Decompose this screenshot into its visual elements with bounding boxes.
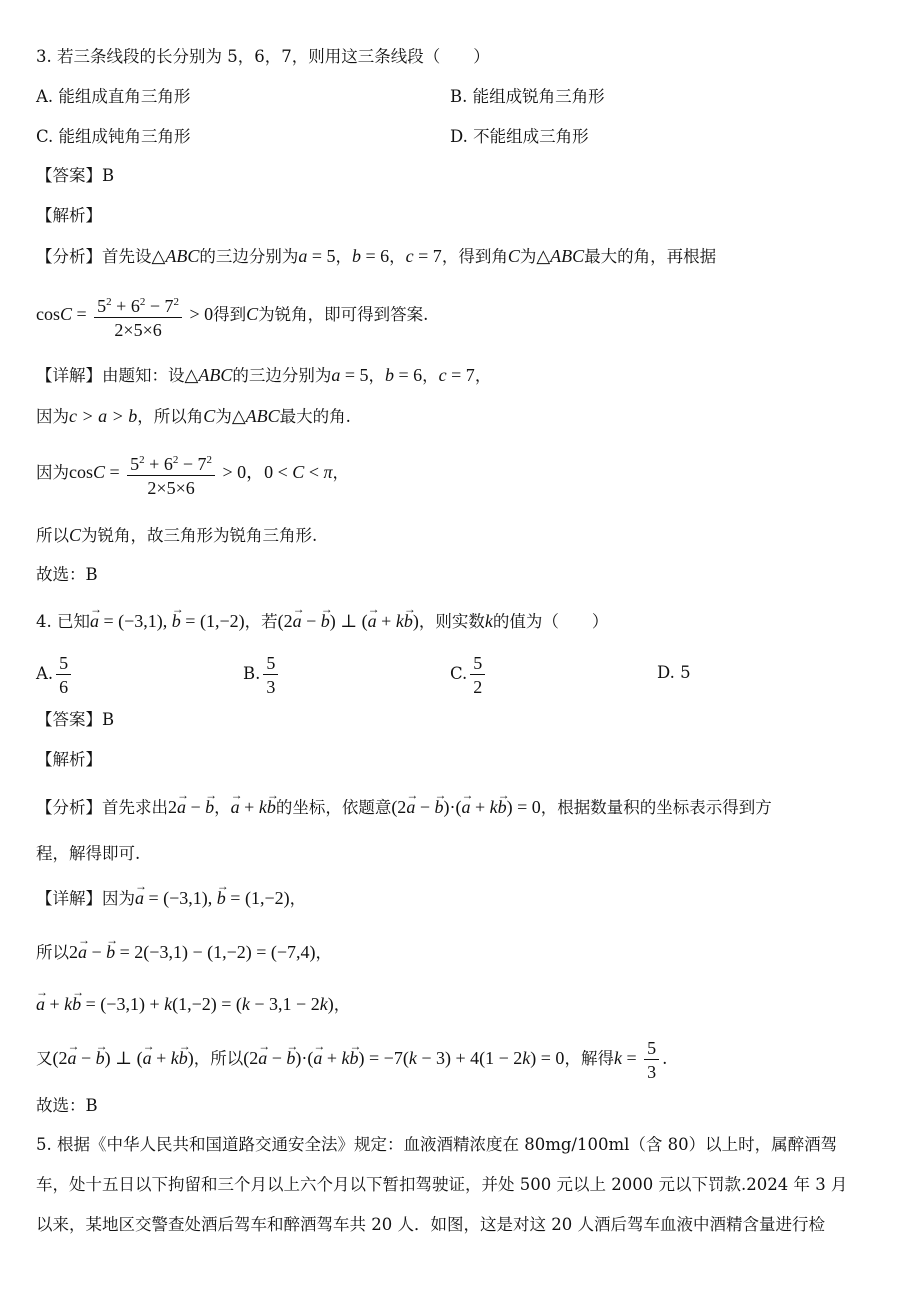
q3-text: 为 <box>215 407 232 426</box>
q4-option-label: C. <box>450 664 468 683</box>
q3-fenxi-text: 得到 <box>213 305 247 325</box>
q3-fenxi-label: 【分析】 <box>36 247 102 266</box>
q4-calc-line3: 又(2a → − b →) ⊥ (a → + kb →)，所以(2a → − b →)·(a → + kb →) = −7(k − 3) + 4(1 − 2k) = 0，解得k = $\frac{5}{3}$ . <box>36 1036 667 1082</box>
q4-option-a-num: 5 <box>56 653 71 675</box>
q4-option-c-den: 2 <box>473 676 483 697</box>
q4-option-label: B. <box>243 664 261 683</box>
q4-text: 的坐标，依题意 <box>275 798 392 817</box>
q3-fenxi-text: 为 <box>519 247 537 266</box>
vector-def-formula: a → = (−3,1), b → = (1,−2) <box>90 611 245 631</box>
q4-option-c-num: 5 <box>470 653 485 675</box>
cosine-formula: cosC = $\frac{5^2 + 6^2 - 7^2}{2\times 5\times 6}$ > 0 <box>36 304 213 324</box>
q3-fenxi-text: ，得到角 <box>441 247 508 266</box>
q4-text: ，根据数量积的坐标表示得到方 <box>540 798 772 817</box>
q4-option-d: D. 5 <box>657 663 691 682</box>
dot-product-formula: (2a → − b →)·(a → + kb →) = 0 <box>391 797 540 817</box>
q3-stem: 3. 若三条线段的长分别为 5，6，7，则用这三条线段（ ） <box>36 47 490 66</box>
k-solution-formula: k = $\frac{5}{3}$ <box>614 1048 662 1068</box>
side-values-formula: a <box>298 246 308 266</box>
q5-line2: 车，处十五日以下拘留和三个月以上六个月以下暂扣驾驶证，并处 500 元以上 2000 元以下罚款.2024 年 3 月 <box>36 1175 848 1194</box>
q4-text: 首先求出 <box>102 798 168 817</box>
q4-text: ，解得 <box>564 1049 614 1068</box>
q3-analysis-heading: 【解析】 <box>36 206 102 225</box>
q3-text: ，所以角 <box>137 407 204 426</box>
perpendicular-formula: (2a → − b →) ⊥ (a → + kb →) <box>278 611 419 631</box>
q3-xiangjie-line1: 【详解】由题知：设△ABC的三边分别为a = 5，b = 6，c = 7， <box>36 365 492 385</box>
q4-xiangjie-line1: 【详解】因为a → = (−3,1), b → = (1,−2)， <box>36 887 306 910</box>
q4-text: ，所以 <box>193 1049 244 1068</box>
vector-calc-formula-1: 2a → − b → = 2(−3,1) − (1,−2) = (−7,4) <box>69 942 316 962</box>
q3-cos-line: 因为cosC = $\frac{5^2 + 6^2 - 7^2}{2\times 5\times 6}$ > 0，0 < C < π， <box>36 450 349 498</box>
q3-option-c: C. 能组成钝角三角形 <box>36 127 191 146</box>
q3-text: 所以 <box>36 526 69 545</box>
q4-calc-line1: 所以2a → − b → = 2(−3,1) − (1,−2) = (−7,4)， <box>36 941 332 964</box>
q4-answer: 【答案】B <box>36 710 115 729</box>
q3-fenxi-line1: 【分析】首先设△ABC的三边分别为a = 5，b = 6，c = 7，得到角C为△ABC最大的角，再根据 <box>36 246 717 266</box>
q5-line1: 5. 根据《中华人民共和国道路交通安全法》规定：血液酒精浓度在 80mg/100ml（含 80）以上时，属醉酒驾 <box>36 1135 838 1154</box>
q4-analysis-heading: 【解析】 <box>36 750 102 769</box>
q4-text: 的值为（ ） <box>492 612 609 631</box>
q4-option-a-den: 6 <box>59 676 69 697</box>
q3-option-b: B. 能组成锐角三角形 <box>450 87 605 106</box>
q3-xiangjie-text: 的三边分别为 <box>232 366 332 385</box>
q3-text: 最大的角. <box>279 407 351 426</box>
q5-line3: 以来，某地区交警查处酒后驾车和醉酒驾车共 20 人．如图，这是对这 20 人酒后驾车血液中酒精含量进行检 <box>36 1215 825 1234</box>
q3-conclusion: 所以C为锐角，故三角形为锐角三角形. <box>36 525 318 545</box>
q4-stem: 4. 已知a → = (−3,1), b → = (1,−2)，若(2a → − b →) ⊥ (a → + kb →)，则实数k的值为（ ） <box>36 610 608 633</box>
q3-fenxi-text: 首先设 <box>102 247 152 266</box>
q4-xiangjie-label: 【详解】 <box>36 889 102 908</box>
q4-text: ，若 <box>244 612 278 631</box>
q4-option-b-num: 5 <box>263 653 278 675</box>
q4-text: 所以 <box>36 943 69 962</box>
q4-text: ，则实数 <box>418 612 485 631</box>
q3-answer: 【答案】B <box>36 166 115 185</box>
vector-expr-formula: 2a → − b → <box>168 797 214 817</box>
q3-text: 为锐角，故三角形为锐角三角形. <box>81 526 318 545</box>
q3-because-line: 因为c > a > b，所以角C为△ABC最大的角. <box>36 406 351 426</box>
q4-option-a <box>36 652 74 697</box>
q3-option-a: A. 能组成直角三角形 <box>36 87 191 106</box>
q3-choice: 故选：B <box>36 565 98 584</box>
q3-xiangjie-text: 由题知：设 <box>102 366 185 385</box>
q4-fenxi-line1: 【分析】首先求出2a → − b →，a → + kb →的坐标，依题意(2a → − b →)·(a → + kb →) = 0，根据数量积的坐标表示得到方 <box>36 796 772 819</box>
q3-fenxi-text: 最大的角，再根据 <box>584 247 717 266</box>
q4-calc-line2: a → + kb → = (−3,1) + k(1,−2) = (k − 3,1 − 2k)， <box>36 993 350 1016</box>
q4-fenxi-line2: 程，解得即可. <box>36 844 141 863</box>
q4-option-b <box>243 652 281 697</box>
q4-text: 因为 <box>102 889 135 908</box>
q4-text: 4. 已知 <box>36 612 90 631</box>
triangle-abc-formula: △ABC <box>151 246 200 266</box>
q4-fenxi-label: 【分析】 <box>36 798 102 817</box>
inequality-formula: c > a > b <box>69 406 138 426</box>
dot-product-eval-formula: (2a → − b →)·(a → + kb →) = −7(k − 3) + 4(1 − 2k) = 0 <box>243 1048 564 1068</box>
q3-text: 因为 <box>36 407 69 426</box>
q4-text: 又 <box>36 1049 53 1068</box>
q3-text: 因为 <box>36 463 69 483</box>
vector-def-formula-2: a → = (−3,1), b → = (1,−2) <box>135 888 290 908</box>
vector-calc-formula-2: a → + kb → = (−3,1) + k(1,−2) = (k − 3,1 − 2k) <box>36 994 334 1014</box>
q4-option-b-den: 3 <box>266 676 276 697</box>
cosine-formula-2: cosC = $\frac{5^2 + 6^2 - 7^2}{2\times 5\times 6}$ > 0，0 < C < π <box>69 462 333 482</box>
q4-option-label: A. <box>36 664 54 683</box>
q4-option-c <box>450 652 488 697</box>
perpendicular-formula-2: (2a → − b →) ⊥ (a → + kb →) <box>53 1048 194 1068</box>
q3-xiangjie-label: 【详解】 <box>36 366 102 385</box>
q3-fenxi-line2: cosC = $\frac{5^2 + 6^2 - 7^2}{2\times 5\times 6}$ > 0得到C为锐角，即可得到答案. <box>36 292 428 340</box>
q3-fenxi-text: 为锐角，即可得到答案. <box>258 305 429 325</box>
q4-choice: 故选：B <box>36 1096 98 1115</box>
q3-option-d: D. 不能组成三角形 <box>450 127 589 146</box>
q3-fenxi-text: 的三边分别为 <box>199 247 299 266</box>
